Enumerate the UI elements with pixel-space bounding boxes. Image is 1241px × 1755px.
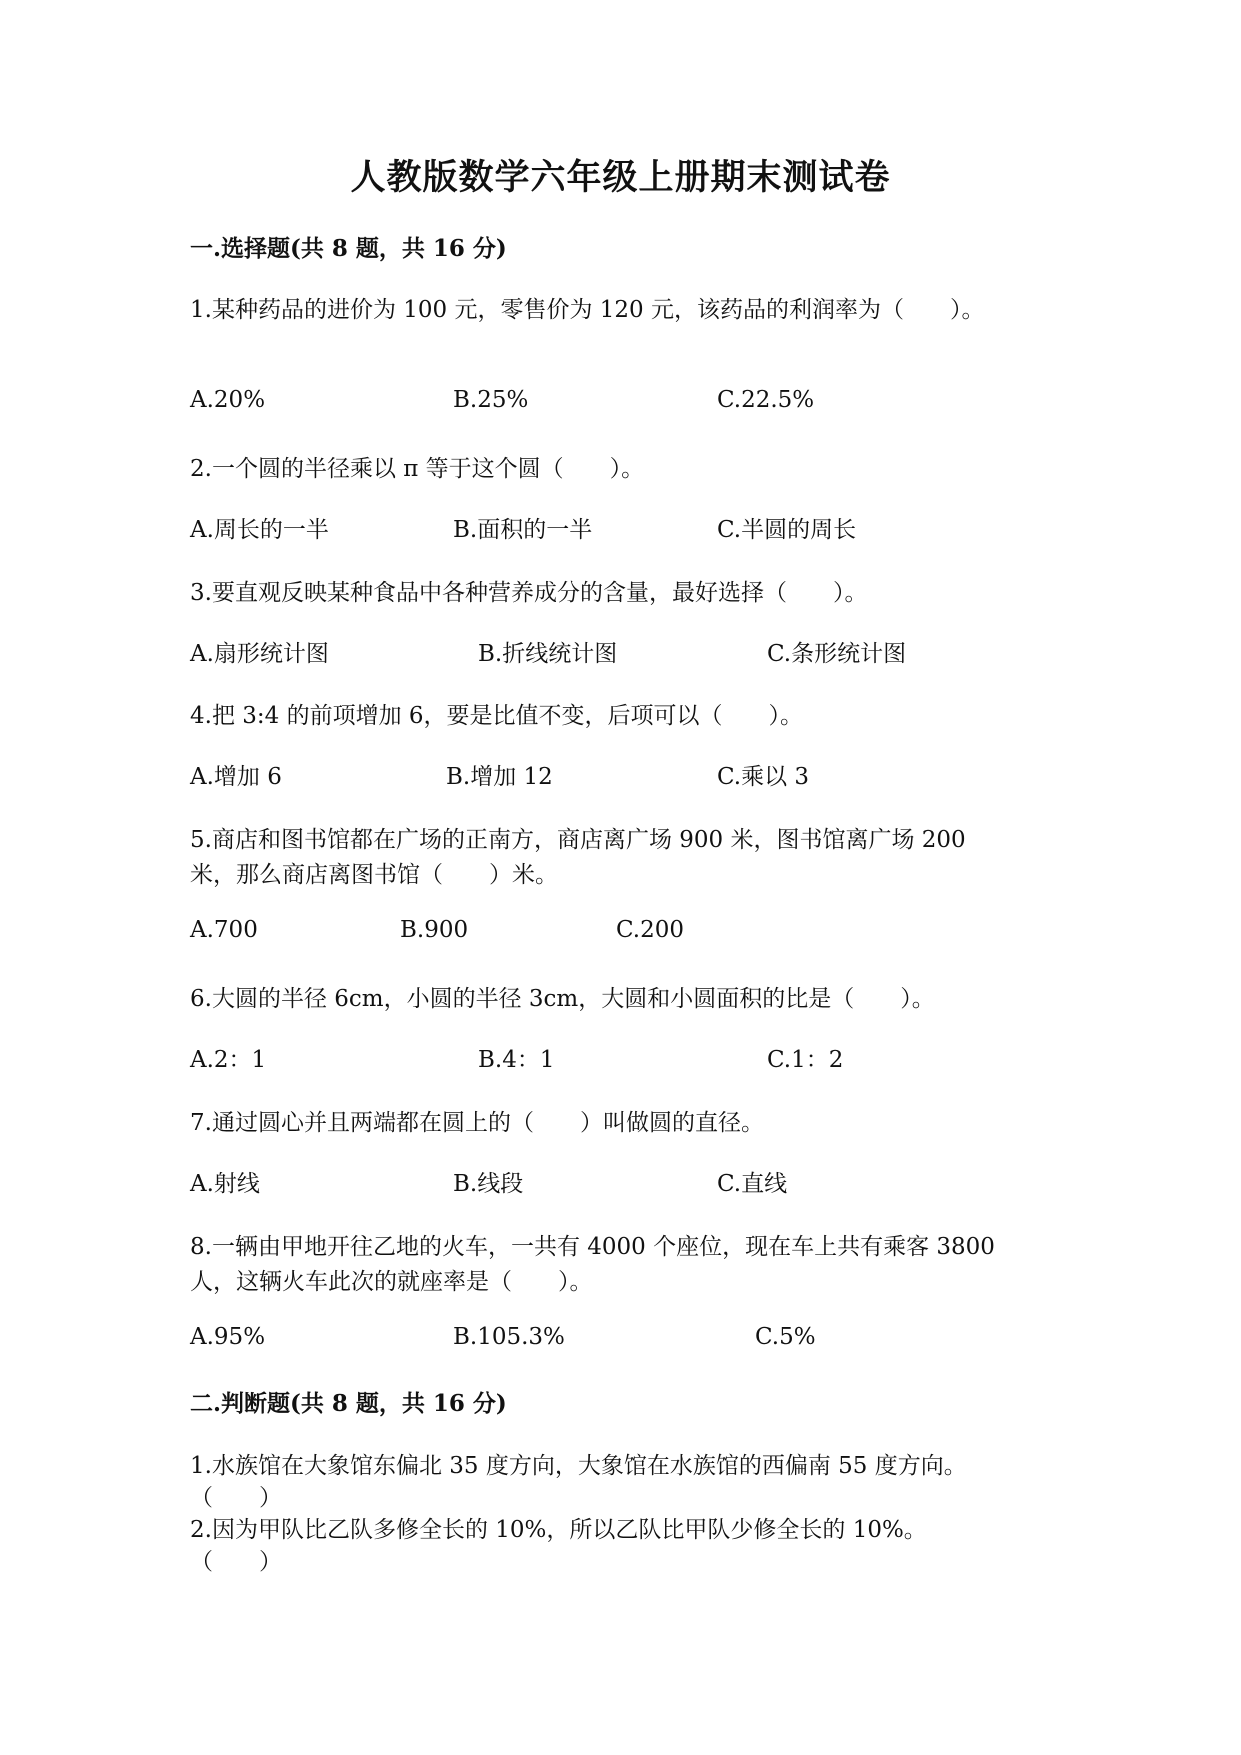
option-b: B.面积的一半 bbox=[453, 517, 593, 543]
option-c: C.半圆的周长 bbox=[717, 517, 857, 543]
question-text: 6.大圆的半径 6cm，小圆的半径 3cm，大圆和小圆面积的比是（ ）。 bbox=[190, 986, 935, 1012]
option-b: B.25% bbox=[453, 387, 529, 413]
option-c: C.直线 bbox=[717, 1171, 788, 1197]
option-b: B.折线统计图 bbox=[478, 641, 618, 667]
question-text: 5.商店和图书馆都在广场的正南方，商店离广场 900 米，图书馆离广场 200 bbox=[190, 827, 966, 853]
option-a: A.扇形统计图 bbox=[190, 641, 329, 667]
option-c: C.1：2 bbox=[767, 1047, 844, 1073]
option-a: A.增加 6 bbox=[190, 764, 282, 790]
option-a: A.700 bbox=[190, 917, 258, 943]
option-c: C.5% bbox=[755, 1324, 816, 1350]
question-text: 2.因为甲队比乙队多修全长的 10%，所以乙队比甲队少修全长的 10%。 bbox=[190, 1517, 927, 1543]
option-c: C.条形统计图 bbox=[767, 641, 907, 667]
option-a: A.95% bbox=[190, 1324, 266, 1350]
option-b: B.900 bbox=[400, 917, 469, 943]
question-text: 1.水族馆在大象馆东偏北 35 度方向，大象馆在水族馆的西偏南 55 度方向。 bbox=[190, 1453, 967, 1479]
option-a: A.2：1 bbox=[190, 1047, 267, 1073]
option-b: B.4：1 bbox=[478, 1047, 555, 1073]
option-b: B.增加 12 bbox=[446, 764, 553, 790]
answer-blank: （ ） bbox=[190, 1549, 282, 1575]
option-a: A.20% bbox=[190, 387, 266, 413]
option-a: A.射线 bbox=[190, 1171, 260, 1197]
question-text: 7.通过圆心并且两端都在圆上的（ ）叫做圆的直径。 bbox=[190, 1110, 764, 1136]
option-c: C.22.5% bbox=[717, 387, 815, 413]
option-c: C.乘以 3 bbox=[717, 764, 810, 790]
question-text: 1.某种药品的进价为 100 元，零售价为 120 元，该药品的利润率为（ ）。 bbox=[190, 297, 985, 323]
question-text: 2.一个圆的半径乘以 π 等于这个圆（ ）。 bbox=[190, 456, 645, 482]
section-heading-choice: 一.选择题(共 8 题，共 16 分) bbox=[190, 235, 507, 262]
question-text-continued: 人，这辆火车此次的就座率是（ ）。 bbox=[190, 1269, 593, 1295]
option-b: B.线段 bbox=[453, 1171, 524, 1197]
question-text: 3.要直观反映某种食品中各种营养成分的含量，最好选择（ ）。 bbox=[190, 580, 868, 606]
section-heading-judgement: 二.判断题(共 8 题，共 16 分) bbox=[190, 1390, 507, 1417]
question-text-continued: 米，那么商店离图书馆（ ）米。 bbox=[190, 862, 558, 888]
answer-blank: （ ） bbox=[190, 1485, 282, 1511]
question-text: 4.把 3:4 的前项增加 6，要是比值不变，后项可以（ ）。 bbox=[190, 703, 804, 729]
option-b: B.105.3% bbox=[453, 1324, 565, 1350]
option-a: A.周长的一半 bbox=[190, 517, 329, 543]
page-title: 人教版数学六年级上册期末测试卷 bbox=[350, 157, 891, 198]
option-c: C.200 bbox=[616, 917, 684, 943]
question-text: 8.一辆由甲地开往乙地的火车，一共有 4000 个座位，现在车上共有乘客 3800 bbox=[190, 1234, 995, 1260]
